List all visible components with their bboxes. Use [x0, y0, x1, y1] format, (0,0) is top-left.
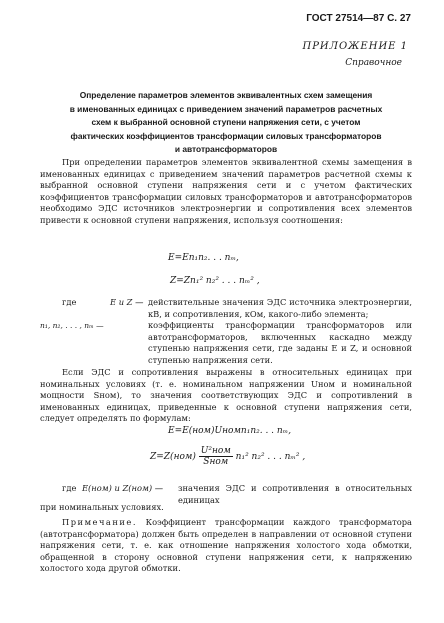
formula-e-nom-rhs: =E(ном)Uномn₁n₂. . . nₘ,	[174, 426, 292, 436]
formula-z	[170, 276, 260, 286]
fraction-numerator: U²ном	[200, 446, 231, 456]
where-item1-text: действительные значения ЭДС источника электроэнергии, кВ, и сопротивления, кОм, какого-либо элемента;	[148, 297, 412, 319]
formula-z-nom-tail: n₁² n₂² . . . nₘ² ,	[235, 452, 306, 462]
section-title	[40, 89, 412, 157]
formula-e-lhs: E	[168, 253, 175, 263]
formula-z-nom-mid: =Z(ном)	[156, 452, 196, 462]
voltage-power-fraction	[199, 446, 233, 467]
title-line: и автотрансформаторов	[174, 144, 278, 154]
formula-e-nom-lhs: E	[168, 426, 175, 436]
where2-label: где	[62, 483, 77, 493]
title-line: Определение параметров элементов эквивалентных схем замещения	[79, 90, 373, 100]
formula-e-nom	[168, 426, 291, 436]
appendix-label: ПРИЛОЖЕНИЕ 1	[302, 41, 408, 52]
formula-z-lhs: Z	[170, 276, 177, 286]
formula-z-nom-lhs: Z	[150, 452, 157, 462]
where2-symbol: E(ном) и Z(ном) —	[82, 483, 163, 493]
where-label: где	[62, 297, 77, 307]
where-item2-symbol: n₁, n₂, . . . , nₘ —	[40, 321, 104, 330]
where2-text: значения ЭДС и сопротивления в относительных единицах	[178, 483, 412, 505]
title-line: фактических коэффициентов трансформации силовых трансформаторов	[70, 130, 382, 141]
formula-e-rhs: =En₁n₂. . . nₘ,	[174, 253, 239, 263]
appendix-kind: Справочное	[345, 58, 402, 68]
title-line: в именованных единицах с приведением значений параметров расчетных	[69, 103, 383, 114]
formula-z-rhs: =Zn₁² n₂² . . . nₘ² ,	[176, 276, 260, 286]
note-text: Коэффициент трансформации каждого трансформатора (автотрансформатора) должен быть определен в направлении от основной ступени напряжения сети, т. е. как отношение напряжения холостого хода обмотки, обращенной в сторону основной ступени напряжения сети, к напряжению холостого хода другой обмотки.	[40, 517, 413, 574]
note-label: Примечание.	[62, 517, 137, 527]
intro-paragraph: При определении параметров элементов эквивалентной схемы замещения в именованных единицах с приведением значений параметров расчетной схемы к выбранной основной ступени напряжения сети и с учетом фактических коэффициентов трансформации силовых трансформаторов и автотрансформаторов необходимо ЭДС источников электроэнергии и сопротивления всех элементов привести к основной ступени напряжения, используя соотношения:	[40, 157, 412, 225]
formula-z-nom	[150, 446, 305, 467]
where2-continuation: при номинальных условиях.	[40, 502, 164, 512]
title-line: схем к выбранной основной ступени напряжения сети, с учетом	[91, 117, 361, 127]
where-item1-symbol: E и Z —	[110, 297, 144, 307]
formula-e	[168, 253, 239, 263]
paragraph-relative-units: Если ЭДС и сопротивления выражены в относительных единицах при номинальных условиях (т. е. номинальном напряжении Uном и номинальной мощности Sном), то значения соответствующих ЭДС и сопротивлений в именованных единицах, приведенные к основной ступени напряжения сети, следует определять по формулам:	[40, 367, 412, 424]
note-paragraph	[40, 517, 412, 575]
page-header: ГОСТ 27514—87 С. 27	[306, 13, 411, 24]
fraction-denominator: Sном	[203, 457, 229, 467]
where-item2-text: коэффициенты трансформации трансформаторов или автотрансформаторов, включенных каскадно между ступенью напряжения сети, где заданы E и Z, и основной ступенью напряжения сети.	[148, 320, 412, 365]
